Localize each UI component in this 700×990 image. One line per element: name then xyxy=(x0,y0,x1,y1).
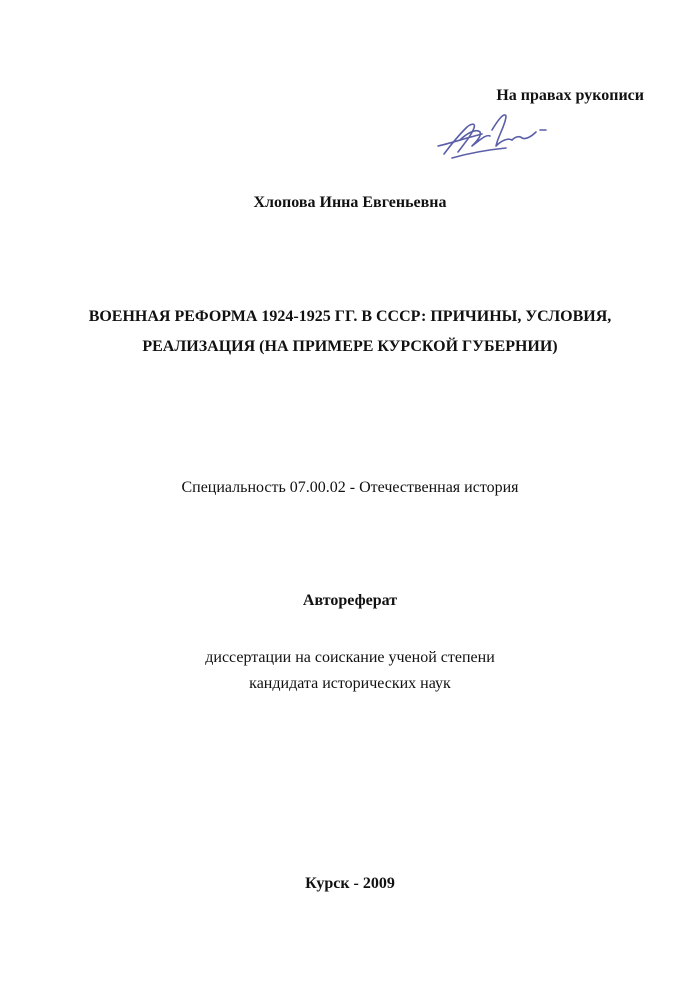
degree-purpose-line-2: кандидата исторических наук xyxy=(249,675,451,692)
specialty-line: Специальность 07.00.02 - Отечественная история xyxy=(181,479,519,496)
dissertation-title-line-2: РЕАЛИЗАЦИЯ (НА ПРИМЕРЕ КУРСКОЙ ГУБЕРНИИ) xyxy=(142,338,558,355)
place-and-year: Курск - 2009 xyxy=(305,875,395,892)
rights-note: На правах рукописи xyxy=(496,87,644,104)
signature-icon xyxy=(436,106,566,166)
dissertation-title-line-1: ВОЕННАЯ РЕФОРМА 1924-1925 ГГ. В СССР: ПРИЧИНЫ, УСЛОВИЯ, xyxy=(88,308,612,325)
author-name: Хлопова Инна Евгеньевна xyxy=(253,194,447,211)
degree-purpose-line-1: диссертации на соискание ученой степени xyxy=(205,649,495,666)
document-type-label: Автореферат xyxy=(302,592,398,609)
